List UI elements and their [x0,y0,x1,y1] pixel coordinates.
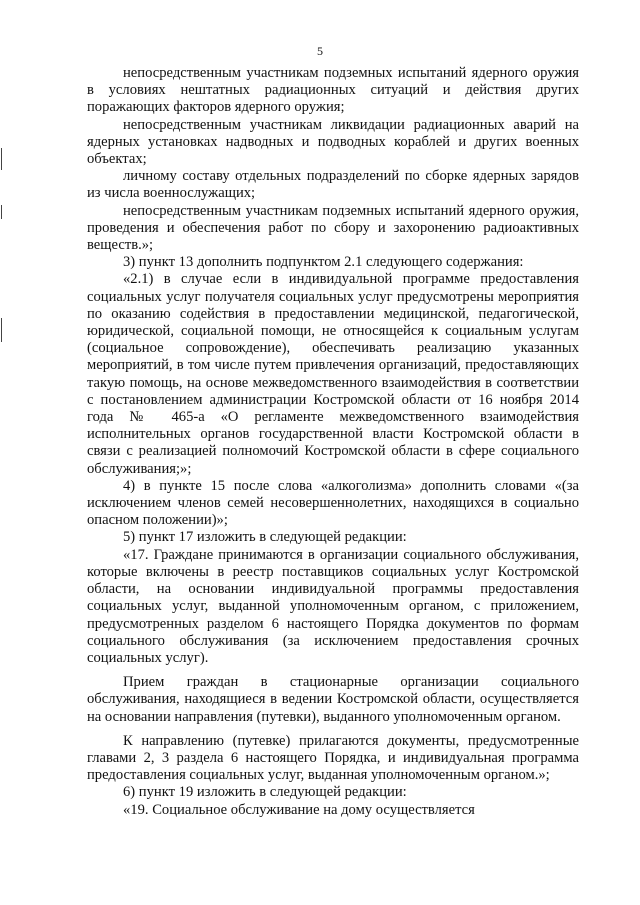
amendment-paragraph: 3) пункт 13 дополнить подпунктом 2.1 следующего содержания: [123,254,524,271]
amendment-text-paragraph: «17. Граждане принимаются в организации социального обслуживания, которые включены в реестр поставщиков социальных услуг Костромской области, на основании индивидуальной программы предоставления социальных услуг, выданной уполномоченным органом, с приложением, предусмотренных разделом 6 настоящего Порядка документов по формам социального обслуживания (за исключением предоставления срочных социальных услуг). [87,546,579,666]
amendment-text-paragraph: К направлению (путевке) прилагаются документы, предусмотренные главами 2, 3 раздела 6 настоящего Порядка, и индивидуальная программа предоставления социальных услуг, выданная уполномоченным органом.»; [87,732,579,784]
scan-edge-mark [1,205,2,219]
amendment-paragraph: 6) пункт 19 изложить в следующей редакции: [123,784,407,801]
list-item-paragraph: непосредственным участникам подземных испытаний ядерного оружия, проведения и обеспечения работ по сбору и захоронению радиоактивных веществ.»; [87,202,579,254]
amendment-text-paragraph: «2.1) в случае если в индивидуальной программе предоставления социальных услуг получателя социальных услуг предусмотрены мероприятия по оказанию содействия в предоставлении медицинской, педагогической, юридической, социальной помощи, не относящейся к социальным услугам (социальное сопровождение), обеспечивать реализацию указанных мероприятий, в том числе путем привлечения организаций, предоставляющих такую помощь, на основе межведомственного взаимодействия в соответствии с постановлением администрации Костромской области от 16 ноября 2014 года № 465-а «О регламенте межведомственного взаимодействия исполнительных органов государственной власти Костромской области в связи с реализацией полномочий Костромской области в сфере социального обслуживания;»; [87,271,579,477]
list-item-paragraph: личному составу отдельных подразделений по сборке ядерных зарядов из числа военнослужащих; [87,168,579,202]
list-item-paragraph: непосредственным участникам ликвидации радиационных аварий на ядерных установках надводных и подводных кораблей и других военных объектах; [87,116,579,168]
list-item-paragraph: непосредственным участникам подземных испытаний ядерного оружия в условиях нештатных радиационных ситуаций и действия других поражающих факторов ядерного оружия; [87,65,579,116]
amendment-paragraph: 5) пункт 17 изложить в следующей редакции: [123,529,407,546]
scan-edge-mark [1,318,2,342]
scan-edge-mark [1,148,2,170]
amendment-paragraph: 4) в пункте 15 после слова «алкоголизма» дополнить словами «(за исключением членов семей несовершеннолетних, находящихся в социально опасном положении)»; [87,477,579,529]
amendment-text-paragraph: Прием граждан в стационарные организации социального обслуживания, находящиеся в ведении Костромской области, осуществляется на основании направления (путевки), выданного уполномоченным органом. [87,674,579,725]
page-number: 5 [317,44,323,58]
amendment-text-paragraph: «19. Социальное обслуживание на дому осуществляется [123,801,475,818]
document-body [87,65,579,819]
